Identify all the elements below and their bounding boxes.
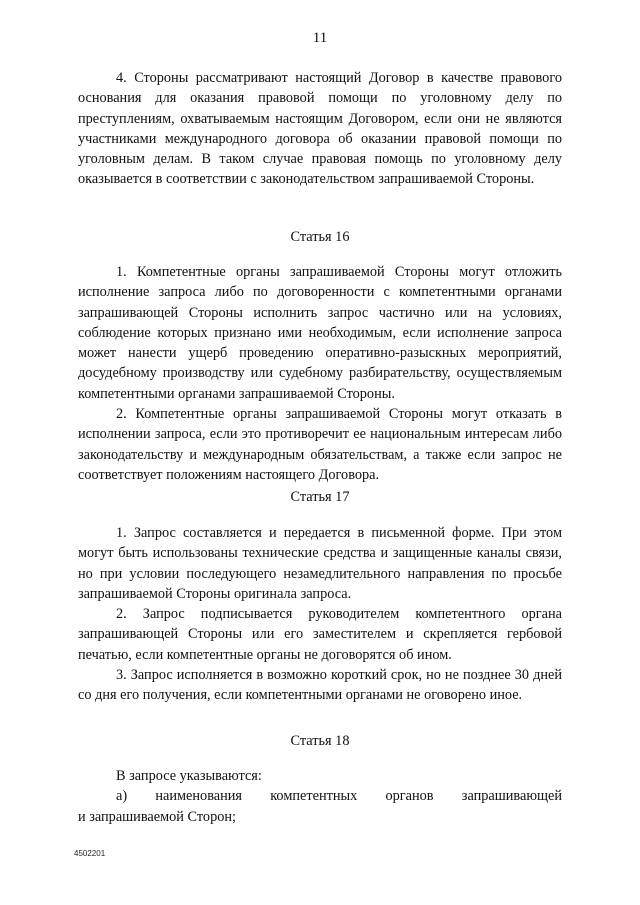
article-17-heading: Статья 17 (290, 489, 350, 505)
page-number: 11 (312, 30, 328, 46)
article-16-body (78, 262, 562, 485)
paragraph: 1. Запрос составляется и передается в письменной форме. При этом могут быть использованы технические средства и защищенные каналы связи, но при условии последующего незамедлительного направления по просьбе запрашиваемой Стороны оригинала запроса. (78, 525, 562, 602)
document-code: 4502201 (74, 849, 106, 858)
paragraph: 2. Запрос подписывается руководителем компетентного органа запрашивающей Стороны или его заместителем и скрепляется гербовой печатью, если компетентные органы не договорятся об ином. (78, 606, 562, 663)
article-18-heading: Статья 18 (290, 733, 350, 749)
article-18-body (78, 766, 562, 827)
list-item-a-continuation: и запрашиваемой Сторон; (78, 808, 236, 825)
list-item-a: а) наименования компетентных органов запрашивающей (116, 788, 562, 805)
article-17-body (78, 523, 562, 706)
paragraph: 4. Стороны рассматривают настоящий Договор в качестве правового основания для оказания правовой помощи по уголовному делу по преступлениям, охватываемым настоящим Договором, если они не являются участниками международного договора об оказании правовой помощи по уголовным делам. В таком случае правовая помощь по уголовному делу оказывается в соответствии с законодательством запрашиваемой Стороны. (78, 70, 562, 188)
article-16-heading: Статья 16 (290, 229, 350, 245)
paragraph-intro: В запросе указываются: (116, 768, 262, 784)
paragraph: 2. Компетентные органы запрашиваемой Стороны могут отказать в исполнении запроса, если это противоречит ее национальным интересам либо законодательству и международным обязательствам, а также если запрос не соответствует положениям настоящего Договора. (78, 406, 562, 483)
paragraph: 3. Запрос исполняется в возможно короткий срок, но не позднее 30 дней со дня его получения, если компетентными органами не оговорено иное. (78, 667, 562, 704)
section-paragraph-4 (78, 68, 562, 190)
paragraph: 1. Компетентные органы запрашиваемой Стороны могут отложить исполнение запроса либо по договоренности с компетентными органами запрашивающей Стороны исполнить запрос частично или на условиях, соблюдение которых признано ими необходимым, если исполнение запроса может нанести ущерб проведению оперативно-разыскных мероприятий, досудебному производству или судебному разбирательству, осуществляемым компетентными органами запрашиваемой Стороны. (78, 264, 562, 402)
